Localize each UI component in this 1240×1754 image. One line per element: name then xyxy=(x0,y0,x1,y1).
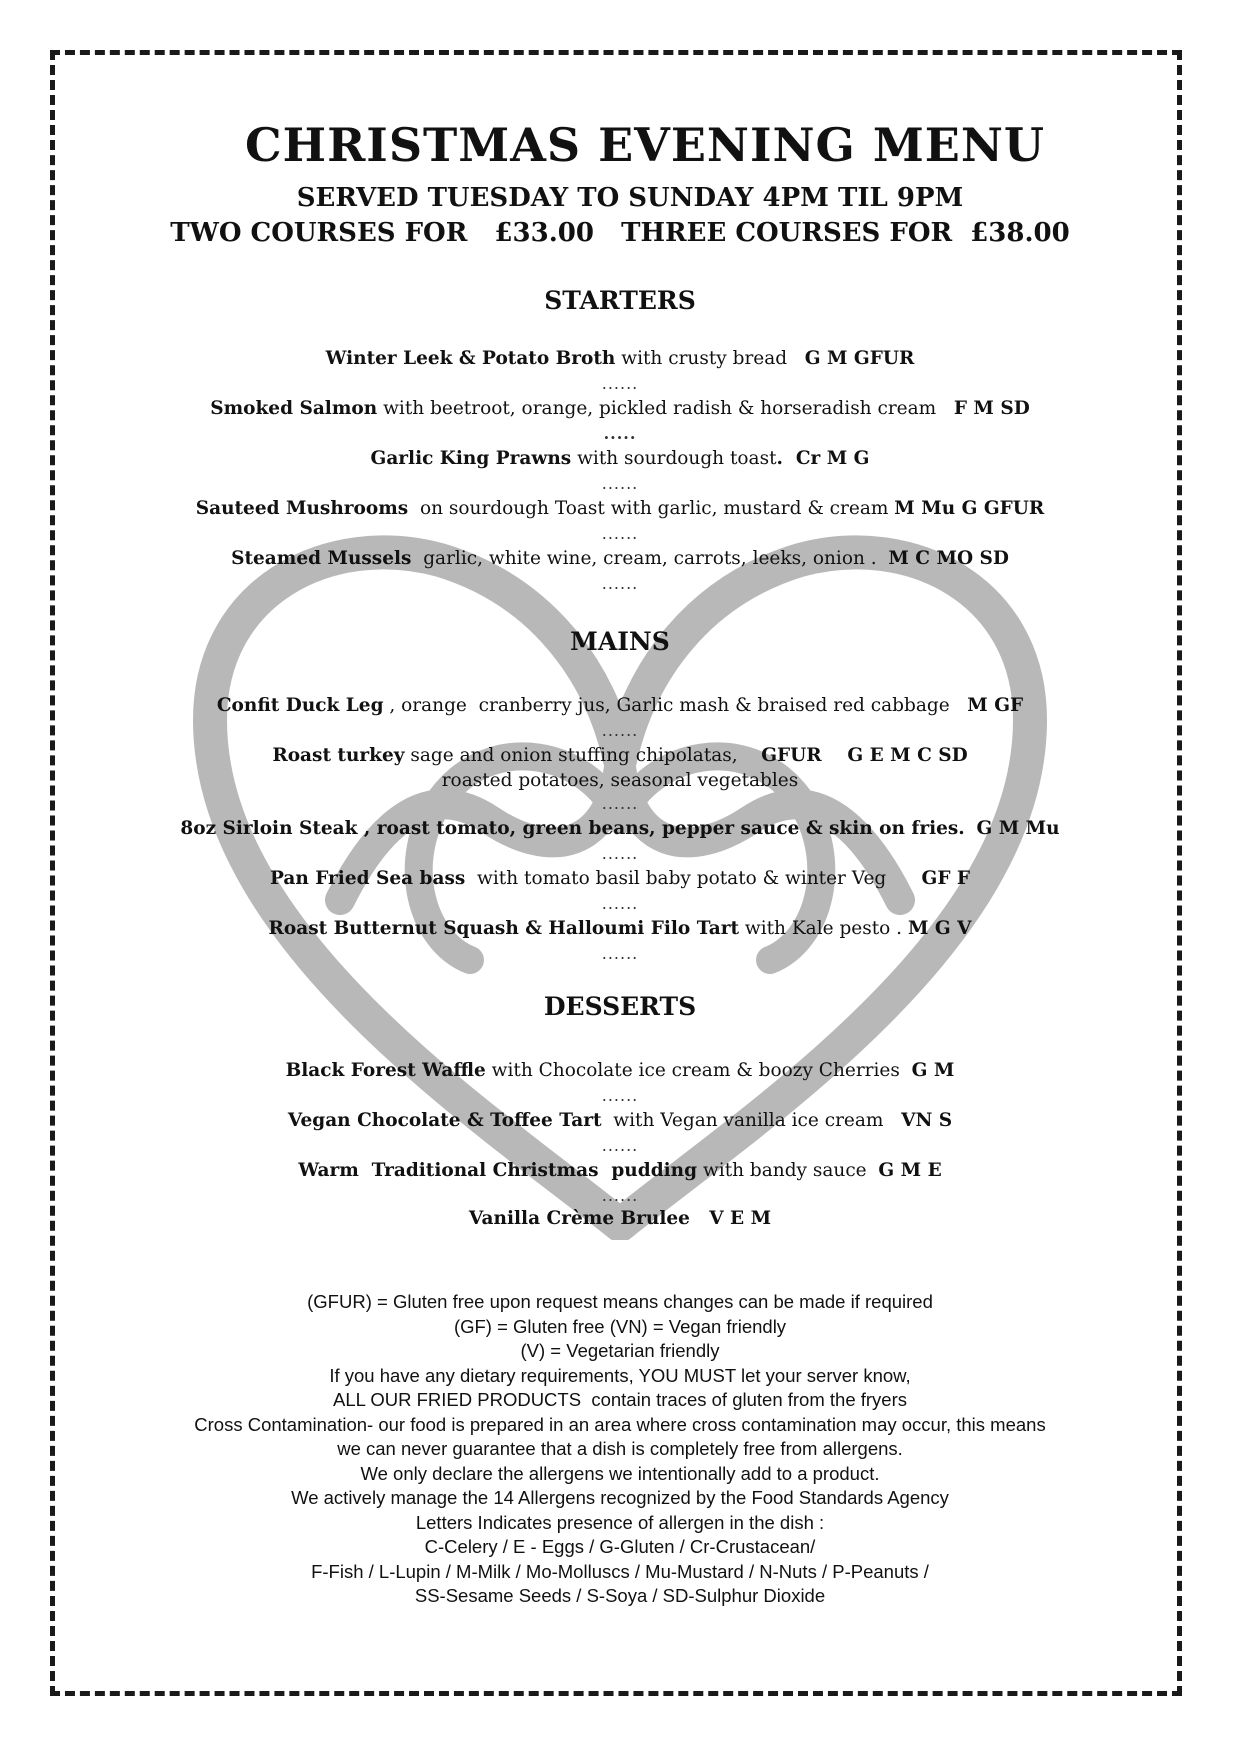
menu-item xyxy=(0,1208,1240,1229)
course-pricing: TWO COURSES FOR £33.00 THREE COURSES FOR £38.00 xyxy=(170,218,1070,248)
served-times: SERVED TUESDAY TO SUNDAY 4PM TIL 9PM xyxy=(296,183,964,213)
dish-name: Confit Duck Leg xyxy=(216,695,384,716)
dish-description-line2: roasted potatoes, seasonal vegetables xyxy=(441,770,799,791)
footer-line: Cross Contamination- our food is prepared in an area where cross contamination may occur, this means xyxy=(194,1413,1046,1435)
footer-line: (GFUR) = Gluten free upon request means changes can be made if required xyxy=(307,1291,933,1312)
dish-name: Vanilla Crème Brulee V E M xyxy=(468,1208,772,1229)
separator: ...... xyxy=(601,474,639,493)
allergen-codes: VN S xyxy=(901,1110,953,1131)
allergen-codes: M Mu G GFUR xyxy=(894,498,1045,519)
separator: ..... xyxy=(603,424,637,443)
menu-item xyxy=(0,1110,1240,1131)
dish-description: sage and onion stuffing chipolatas, xyxy=(404,745,762,766)
footer-line: F-Fish / L-Lupin / M-Milk / Mo-Molluscs / Mu-Mustard / N-Nuts / P-Peanuts / xyxy=(311,1560,929,1582)
menu-item xyxy=(0,818,1240,839)
menu-item xyxy=(0,348,1240,369)
menu-item xyxy=(0,745,1240,766)
menu-item xyxy=(0,695,1240,716)
desserts-heading: DESSERTS xyxy=(543,992,697,1021)
dish-description: with Vegan vanilla ice cream xyxy=(601,1110,902,1131)
dish-name: 8oz Sirloin Steak , roast tomato, green beans, pepper sauce & skin on fries. xyxy=(180,818,965,839)
menu-item xyxy=(0,1160,1240,1181)
dish-description: with Kale pesto . xyxy=(738,918,908,939)
separator: ...... xyxy=(601,1186,639,1205)
separator: ...... xyxy=(601,524,639,543)
dish-name: Vegan Chocolate & Toffee Tart xyxy=(287,1110,602,1131)
separator: ...... xyxy=(601,894,639,913)
dish-description: with Chocolate ice cream & boozy Cherries xyxy=(485,1060,912,1081)
allergen-info xyxy=(0,1290,1240,1609)
dish-name: Roast turkey xyxy=(272,745,405,766)
dish-name: Roast Butternut Squash & Halloumi Filo Tart xyxy=(268,918,739,939)
menu-item xyxy=(0,1060,1240,1081)
menu-item xyxy=(0,398,1240,419)
footer-line: ALL OUR FRIED PRODUCTS contain traces of gluten from the fryers xyxy=(332,1389,908,1410)
dish-description: garlic, white wine, cream, carrots, leeks, onion . xyxy=(411,548,889,569)
allergen-codes: G M E xyxy=(878,1160,942,1181)
dish-description xyxy=(965,818,977,839)
separator: ...... xyxy=(601,1136,639,1155)
separator: ...... xyxy=(601,574,639,593)
allergen-codes: . Cr M G xyxy=(776,448,870,469)
separator: ...... xyxy=(601,944,639,963)
dish-name: Smoked Salmon xyxy=(210,398,378,419)
dish-name: Garlic King Prawns xyxy=(370,448,572,469)
allergen-codes: G M GFUR xyxy=(804,348,915,369)
mains-heading: MAINS xyxy=(570,627,670,656)
footer-line: (GF) = Gluten free (VN) = Vegan friendly xyxy=(453,1315,787,1337)
allergen-codes: GFUR G E M C SD xyxy=(761,745,968,766)
separator: ...... xyxy=(601,1086,639,1105)
menu-item xyxy=(0,548,1240,569)
allergen-codes: M G V xyxy=(907,918,972,939)
dish-description: with crusty bread xyxy=(615,348,805,369)
dish-name: Winter Leek & Potato Broth xyxy=(325,348,616,369)
menu-item xyxy=(0,918,1240,939)
dish-description: with tomato basil baby potato & winter Veg xyxy=(465,868,922,889)
menu-title: CHRISTMAS EVENING MENU xyxy=(245,118,1045,172)
allergen-codes: M GF xyxy=(967,695,1024,716)
starters-heading: STARTERS xyxy=(544,286,696,315)
dish-name: Sauteed Mushrooms xyxy=(195,498,409,519)
separator: ...... xyxy=(601,844,639,863)
footer-line: We actively manage the 14 Allergens recognized by the Food Standards Agency xyxy=(291,1487,949,1508)
dish-description: with beetroot, orange, pickled radish & horseradish cream xyxy=(377,398,954,419)
menu-item xyxy=(0,498,1240,519)
dish-description: with sourdough toast xyxy=(571,448,777,469)
dish-description: on sourdough Toast with garlic, mustard & cream xyxy=(408,498,895,519)
dish-name: Warm Traditional Christmas pudding xyxy=(298,1160,698,1181)
dish-name: Black Forest Waffle xyxy=(285,1060,486,1081)
footer-line: Letters Indicates presence of allergen in the dish : xyxy=(415,1511,825,1533)
footer-line: We only declare the allergens we intentionally add to a product. xyxy=(360,1462,880,1484)
footer-line: If you have any dietary requirements, YOU MUST let your server know, xyxy=(329,1364,911,1386)
dish-name: Pan Fried Sea bass xyxy=(269,868,466,889)
footer-line: SS-Sesame Seeds / S-Soya / SD-Sulphur Dioxide xyxy=(414,1585,826,1606)
footer-line: (V) = Vegetarian friendly xyxy=(520,1340,720,1361)
footer-line: we can never guarantee that a dish is completely free from allergens. xyxy=(337,1438,903,1459)
menu-item xyxy=(0,448,1240,469)
allergen-codes: G M xyxy=(911,1060,955,1081)
allergen-codes: M C MO SD xyxy=(888,548,1009,569)
dish-name: Steamed Mussels xyxy=(231,548,412,569)
allergen-codes: G M Mu xyxy=(976,818,1060,839)
dish-description: with bandy sauce xyxy=(697,1160,879,1181)
dish-description: , orange cranberry jus, Garlic mash & braised red cabbage xyxy=(383,695,968,716)
footer-line: C-Celery / E - Eggs / G-Gluten / Cr-Crustacean/ xyxy=(424,1536,816,1557)
separator: ...... xyxy=(601,794,639,813)
separator: ...... xyxy=(601,721,639,740)
menu-item xyxy=(0,868,1240,889)
allergen-codes: GF F xyxy=(921,868,971,889)
separator: ...... xyxy=(601,374,639,393)
allergen-codes: F M SD xyxy=(953,398,1030,419)
